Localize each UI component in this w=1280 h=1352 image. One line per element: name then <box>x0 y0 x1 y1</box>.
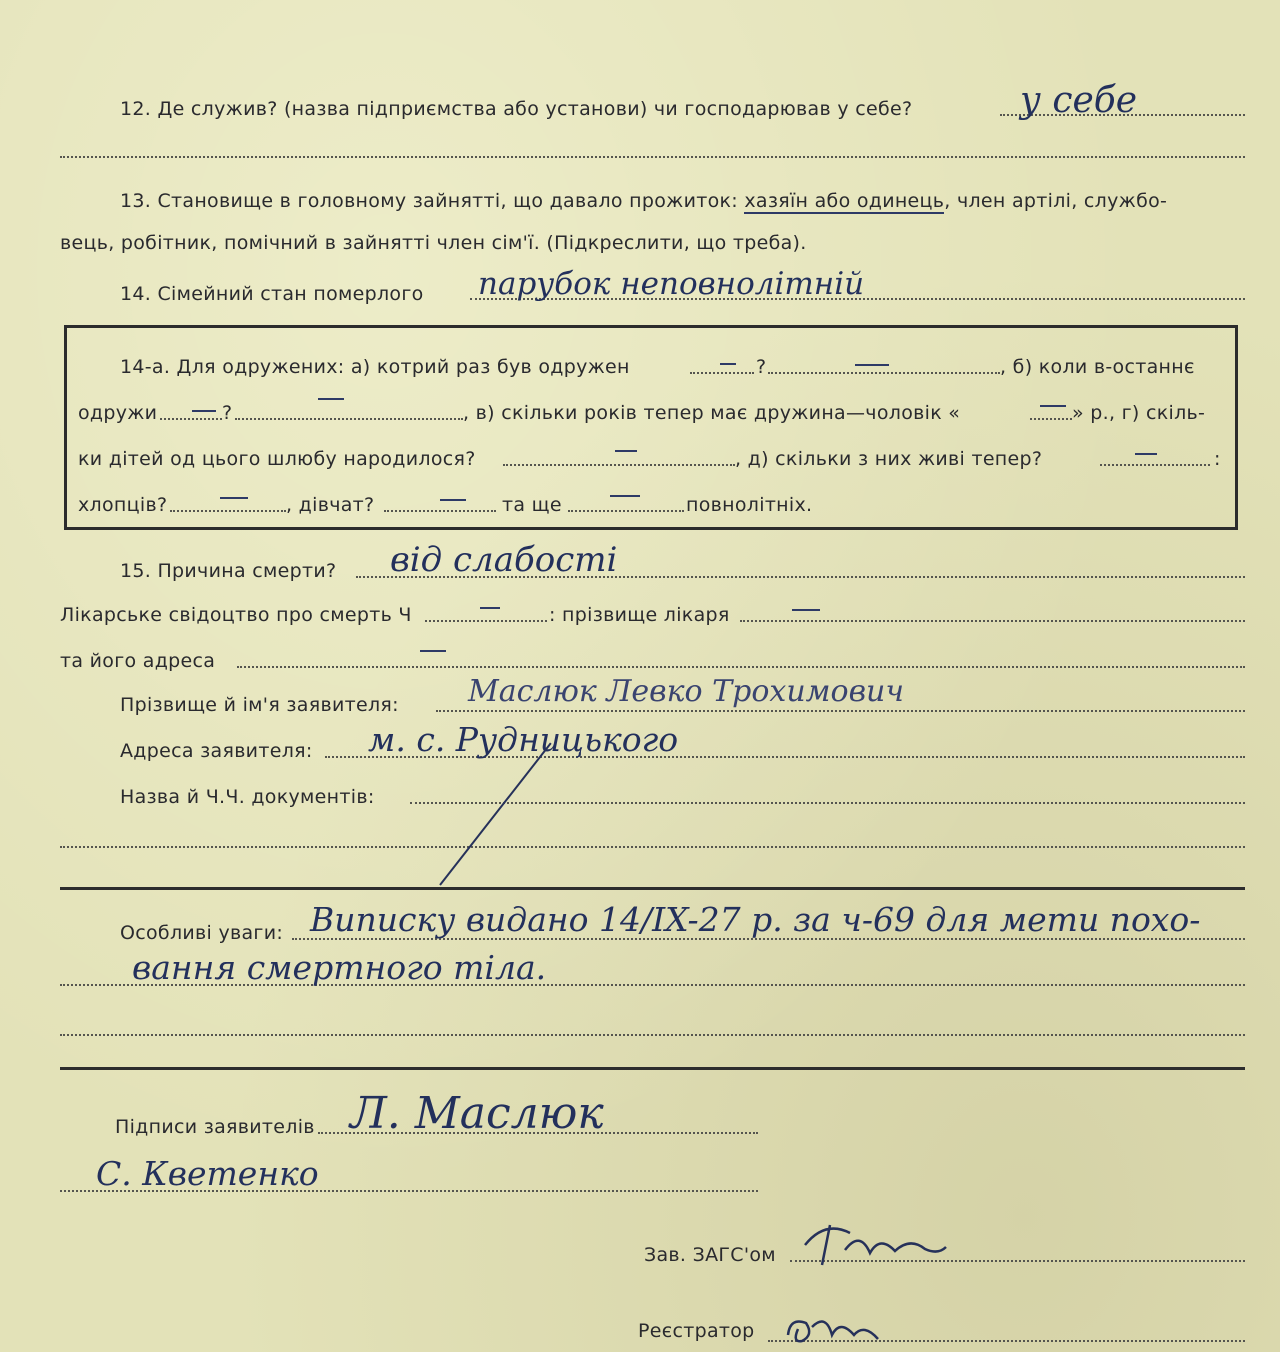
q14a-line3-b: , д) скільки з них живі тепер? <box>735 448 1043 470</box>
q13-line1 <box>120 190 1167 212</box>
q14a-children-alive-line <box>1100 464 1210 466</box>
applicant-address-answer: м. с. Рудницького <box>368 720 679 759</box>
q13-line1-rest: , член артілі, службо- <box>944 190 1168 212</box>
q14a-times-married-line-2 <box>768 372 1000 374</box>
q14a-line1-b: , б) коли в-останнє <box>1000 356 1195 378</box>
q14a-line4-adults: повнолітніх. <box>686 494 813 516</box>
q14a-line2-label: одружи <box>78 402 158 424</box>
remarks-line-3 <box>60 1034 1245 1036</box>
q12-label: 12. Де служив? (назва підприємства або установи) чи господарював у себе? <box>120 98 913 120</box>
documents-line <box>410 802 1245 804</box>
q14a-line3-label: ки дітей од цього шлюбу народилося? <box>78 448 476 470</box>
remarks-label: Особливі уваги: <box>120 922 284 944</box>
q14a-spouse-age-line <box>1030 418 1072 420</box>
q14a-line4-girls: , дівчат? <box>286 494 375 516</box>
documents-line-2 <box>60 846 1245 848</box>
q14a-line4-more: та ще <box>502 494 562 516</box>
dash-mark <box>1135 453 1157 455</box>
q14a-married-when-line <box>160 418 222 420</box>
q13-selected-option: хазяїн або одинець <box>744 190 945 212</box>
zags-signature <box>800 1215 950 1270</box>
dash-mark <box>792 609 820 611</box>
q14a-line3-c: : <box>1214 448 1221 470</box>
q14-answer: парубок неповнолітній <box>478 266 865 302</box>
documents-label: Назва й Ч.Ч. документів: <box>120 786 375 808</box>
dash-mark <box>1040 405 1066 407</box>
remarks-text-1: Виписку видано 14/IX-27 р. за ч-69 для мети похо- <box>310 900 1201 939</box>
dash-mark <box>480 607 500 609</box>
section-divider <box>60 1067 1245 1070</box>
signature-1: Л. Маслюк <box>350 1088 604 1139</box>
q14-label: 14. Сімейний стан померлого <box>120 283 424 305</box>
q13-line2: вець, робітник, помічний в зайнятті член сім'ї. (Підкреслити, що треба). <box>60 232 807 254</box>
dash-mark <box>615 450 637 452</box>
q15-answer: від слабості <box>390 540 618 580</box>
dash-mark <box>855 364 889 366</box>
dash-mark <box>610 495 640 497</box>
dash-mark <box>720 363 736 365</box>
signatures-label: Підписи заявителів <box>115 1116 315 1138</box>
q14a-girls-line <box>384 510 496 512</box>
applicant-name-label: Прізвище й ім'я заявителя: <box>120 694 399 716</box>
med-cert-number-line <box>425 620 547 622</box>
doctor-address-label: та його адреса <box>60 650 216 672</box>
registrar-label: Реєстратор <box>638 1320 755 1342</box>
q13-line1-text: 13. Становище в головному зайнятті, що давало прожиток: <box>120 190 738 212</box>
q14a-line1-q: ? <box>756 356 767 378</box>
q14a-line4-boys: хлопців? <box>78 494 168 516</box>
zags-label: Зав. ЗАГС'ом <box>644 1244 776 1266</box>
applicant-name-answer: Маслюк Левко Трохимович <box>468 674 905 709</box>
q14a-children-born-line <box>503 464 735 466</box>
dash-mark <box>318 398 344 400</box>
q12-answer: у себе <box>1020 80 1138 121</box>
med-cert-label: Лікарське свідоцтво про смерть Ч <box>60 604 412 626</box>
doctor-name-label: : прізвище лікаря <box>549 604 730 626</box>
q14a-married-when-line-2 <box>235 418 463 420</box>
applicant-name-line <box>436 710 1245 712</box>
q14a-line2-d: » р., г) скіль- <box>1072 402 1206 424</box>
dash-mark <box>192 410 216 412</box>
signature-2: С. Кветенко <box>96 1154 319 1193</box>
applicant-address-label: Адреса заявителя: <box>120 740 313 762</box>
q14a-boys-line <box>170 510 286 512</box>
doctor-name-line <box>740 620 1245 622</box>
registrar-signature <box>780 1305 900 1350</box>
q14a-times-married-line <box>690 372 754 374</box>
q14a-line2-c: , в) скільки років тепер має дружина—чоловік « <box>463 402 961 424</box>
section-divider <box>60 887 1245 890</box>
dash-mark <box>440 499 466 501</box>
q14a-line2-q: ? <box>222 402 233 424</box>
q12-continuation-line <box>60 156 1245 158</box>
dash-mark <box>220 497 248 499</box>
remarks-text-2: вання смертного тіла. <box>132 948 547 987</box>
q14a-adults-line <box>568 510 684 512</box>
q14a-line1-label: 14-а. Для одружених: а) котрий раз був одружен <box>120 356 630 378</box>
pen-stroke <box>439 743 551 886</box>
q15-label: 15. Причина смерти? <box>120 560 337 582</box>
doctor-address-line <box>237 666 1245 668</box>
dash-mark <box>420 650 446 652</box>
